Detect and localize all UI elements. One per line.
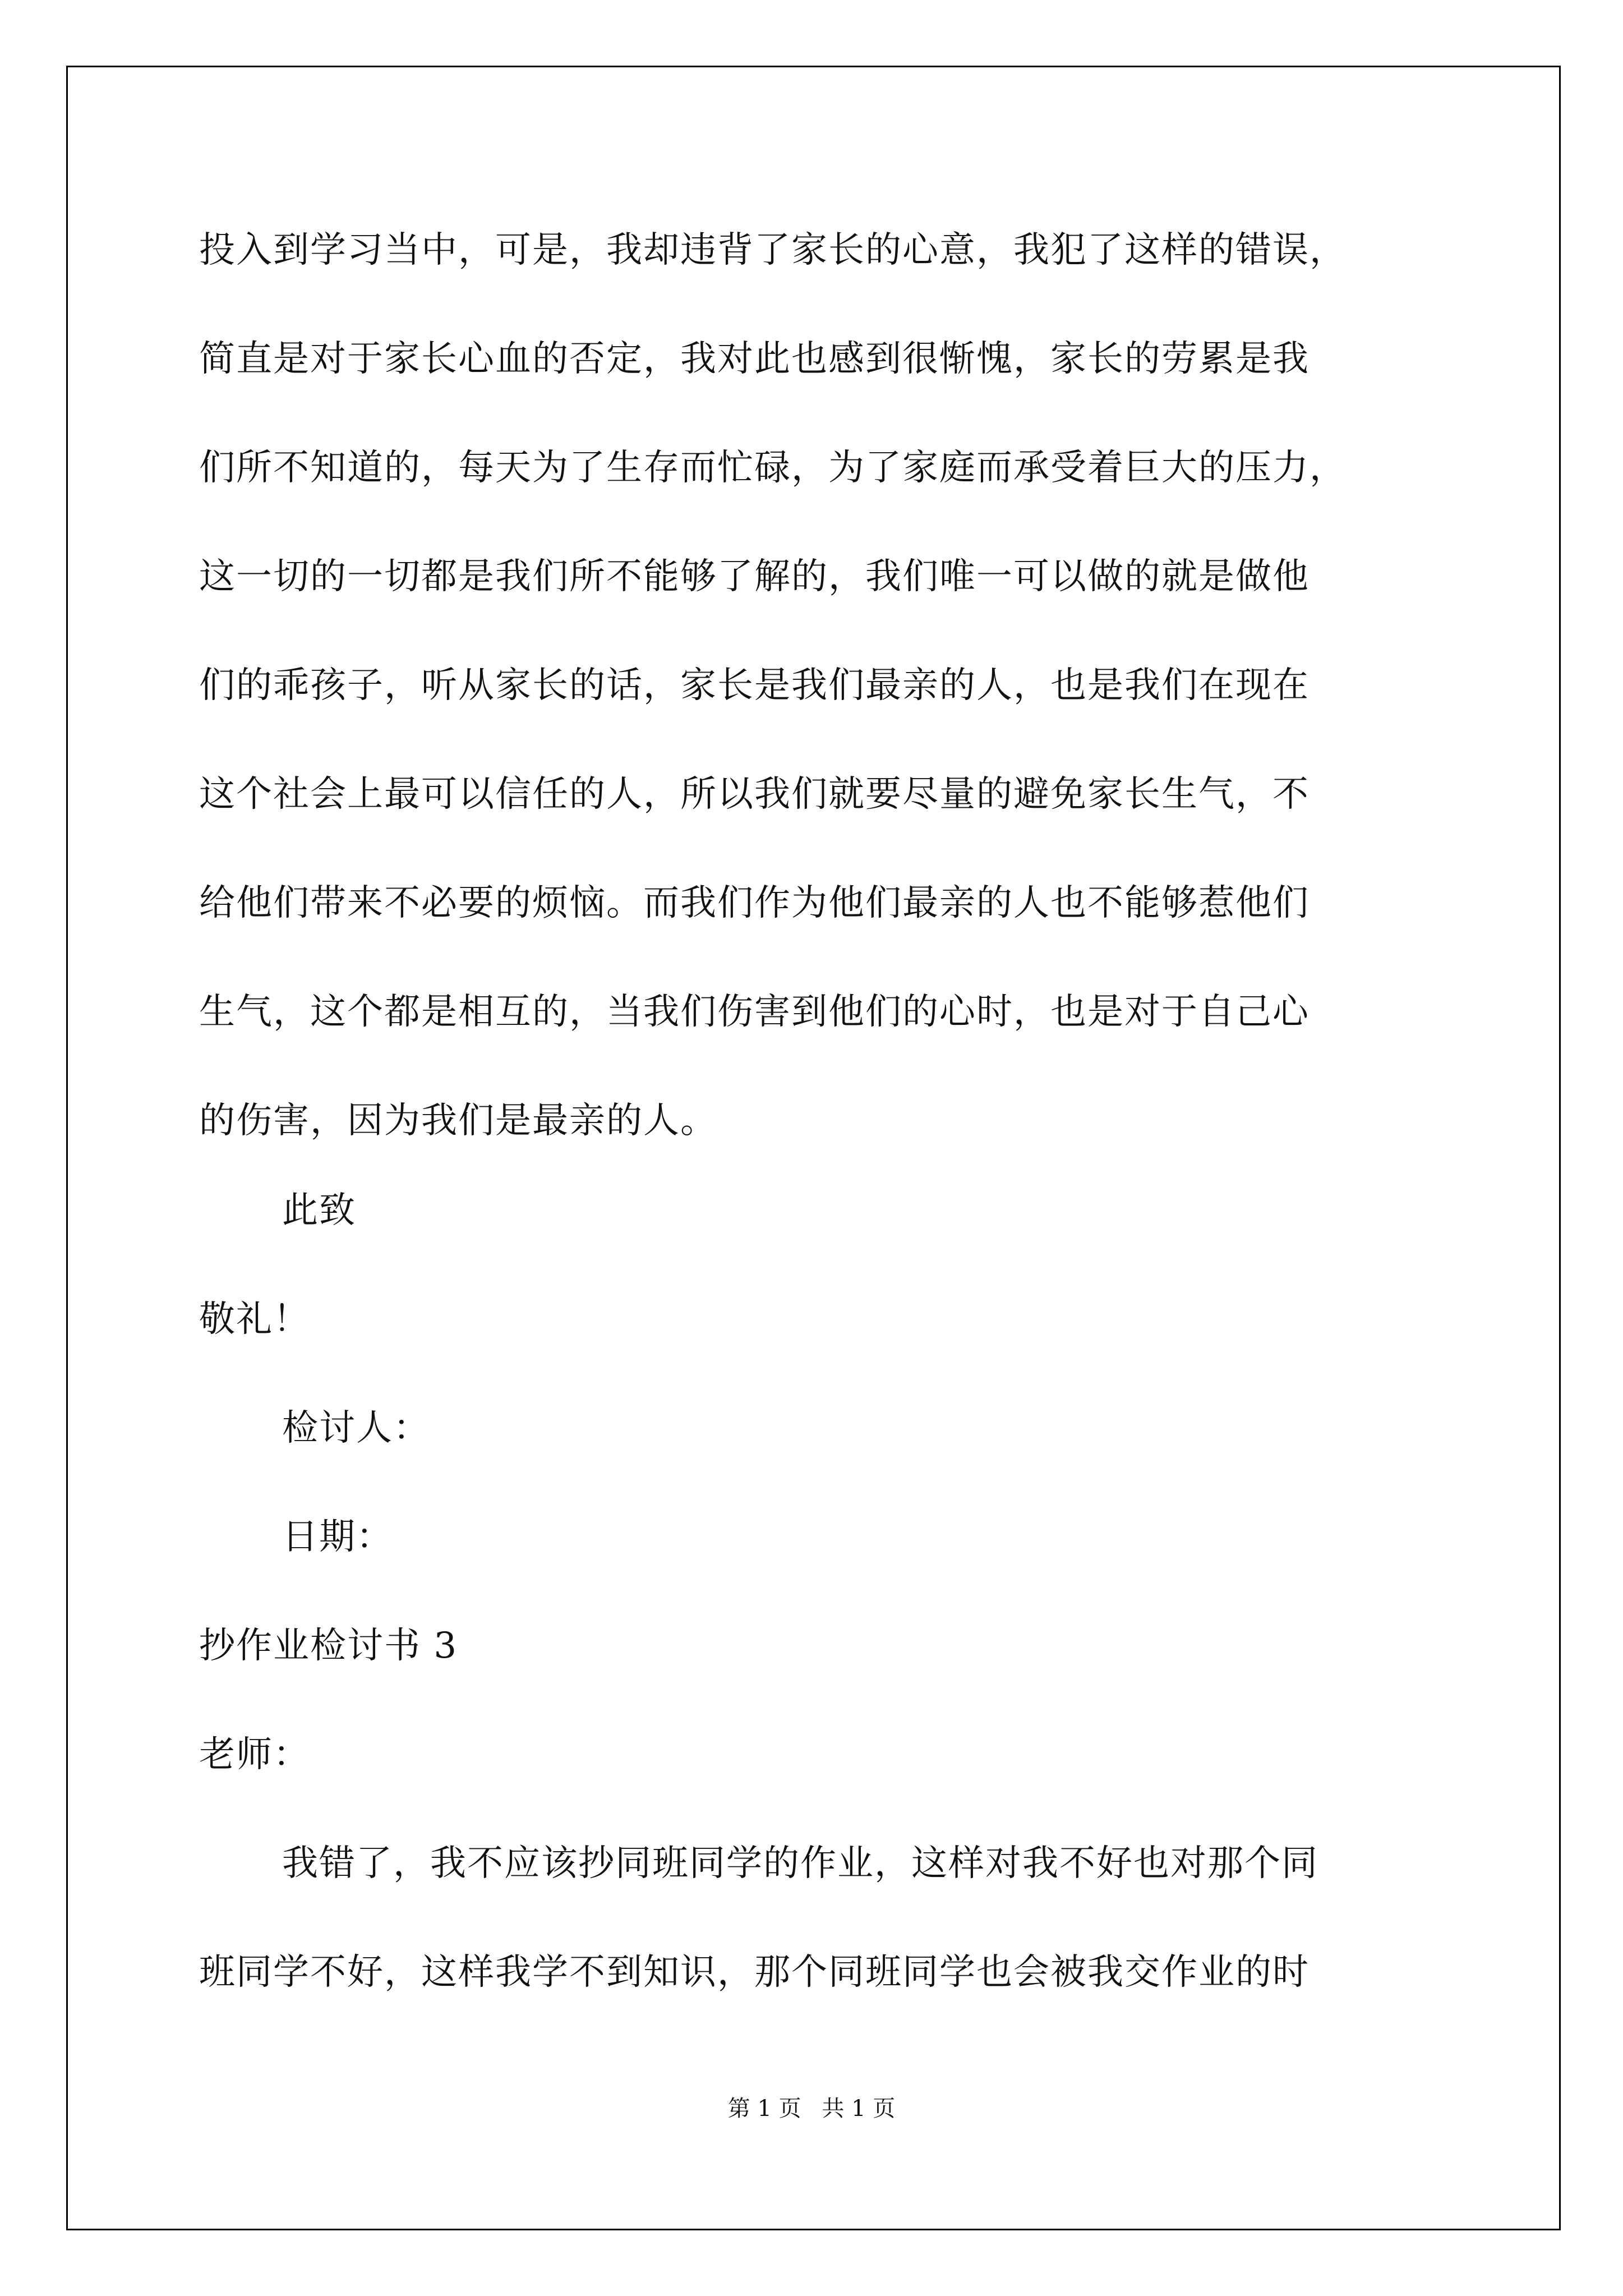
date-label: 日期：	[282, 1516, 393, 1558]
paragraph-line: 的伤害，因为我们是最亲的人。	[199, 1100, 717, 1142]
paragraph-line: 们所不知道的，每天为了生存而忙碌，为了家庭而承受着巨大的压力，	[199, 447, 1347, 489]
paragraph-line: 们的乖孩子，听从家长的话，家长是我们最亲的人，也是我们在现在	[199, 665, 1310, 706]
page-number-total: 共 1 页	[822, 2096, 896, 2122]
paragraph-line: 生气，这个都是相互的，当我们伤害到他们的心时，也是对于自己心	[199, 991, 1310, 1033]
page-border	[66, 66, 1561, 2230]
paragraph-line: 班同学不好，这样我学不到知识，那个同班同学也会被我交作业的时	[199, 1952, 1310, 1993]
page-number-current: 第 1 页	[727, 2096, 801, 2122]
paragraph-line: 我错了，我不应该抄同班同学的作业，这样对我不好也对那个同	[282, 1843, 1318, 1884]
paragraph-line: 简直是对于家长心血的否定，我对此也感到很惭愧，家长的劳累是我	[199, 338, 1310, 380]
salute-text: 敬礼！	[199, 1299, 310, 1340]
closing-text: 此致	[282, 1190, 356, 1231]
section-title: 抄作业检讨书 3	[199, 1625, 458, 1667]
signer-label: 检讨人：	[282, 1407, 430, 1449]
paragraph-line: 投入到学习当中，可是，我却违背了家长的心意，我犯了这样的错误，	[199, 229, 1347, 271]
paragraph-line: 给他们带来不必要的烦恼。而我们作为他们最亲的人也不能够惹他们	[199, 882, 1310, 924]
paragraph-line: 这一切的一切都是我们所不能够了解的，我们唯一可以做的就是做他	[199, 556, 1310, 597]
greeting: 老师：	[199, 1734, 310, 1775]
page-footer	[0, 2095, 1623, 2122]
paragraph-line: 这个社会上最可以信任的人，所以我们就要尽量的避免家长生气，不	[199, 774, 1310, 815]
